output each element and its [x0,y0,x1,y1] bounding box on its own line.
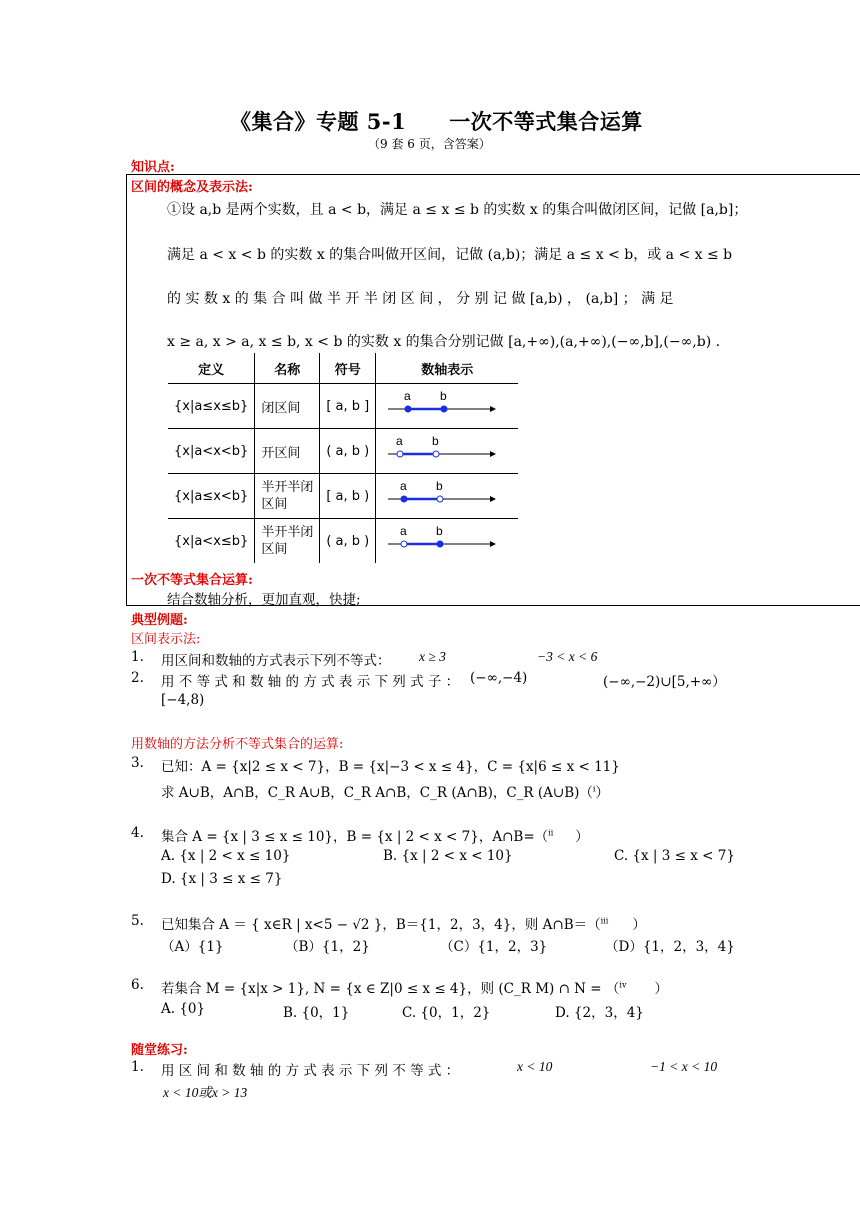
p1-text: 用 区 间 和 数 轴 的 方 式 表 示 下 列 不 等 式 ： [161,1063,460,1079]
q5-number: 5. [131,913,144,929]
ops-text: 结合数轴分析，更加直观，快捷; [167,592,361,608]
q4-text [161,825,589,845]
q1-text: 用区间和数轴的方式表示下列不等式： [161,653,391,669]
table-row [168,384,518,429]
q4-option-d: D. {x | 3 ≤ x ≤ 7} [161,871,283,887]
p1-inequality-c: x < 10或x > 13 [163,1085,248,1100]
axis-label-b: b [432,434,439,448]
q5-footnote-mark: iii [600,916,609,926]
row-definition: {x|a≤x<b} [168,474,255,519]
p1-number: 1. [131,1059,144,1075]
q6-option-a: A. {0} [161,1001,206,1017]
q3-close: ） [595,785,609,801]
axis-label-b: b [436,479,443,493]
q1-inequality-b: −3 < x < 6 [537,649,598,664]
q4-text-main: 集合 A = {x | 3 ≤ x ≤ 10}，B = {x | 2 < x < 7}，A∩B=（ [161,829,549,845]
q5-option-c: （C）{1，2，3} [440,939,548,955]
number-line-closed [382,384,502,424]
q1-inequality-a: x ≥ 3 [419,649,446,664]
q6-option-c: C. {0，1，2} [402,1005,491,1021]
q4-close: ） [575,829,589,845]
q2-interval-c: [−4,8) [161,692,205,708]
q4-footnote-mark: ii [548,828,554,838]
q6-text-main: 若集合 M = {x|x > 1}, N = {x ∈ Z|0 ≤ x ≤ 4}，则 (C_R M) ∩ N = （ [161,981,620,997]
p1-inequality-b: −1 < x < 10 [650,1059,718,1074]
q4-option-c: C. {x | 3 ≤ x < 7} [614,848,735,864]
q2-number: 2. [131,670,144,686]
q2-interval-b: (−∞,−2)∪[5,+∞） [603,674,726,690]
table-header-number-line: 数轴表示 [376,353,519,384]
q6-close: ） [654,981,668,997]
q6-footnote-mark: iv [619,980,627,990]
q1-number: 1. [131,649,144,665]
number-line-open [382,429,502,469]
interval-heading: 区间的概念及表示法: [131,180,253,195]
table-header-row [168,353,518,384]
table-row [168,519,518,564]
interval-table [168,353,518,563]
row-symbol: [ a, b ) [320,474,376,519]
axis-label-b: b [440,389,447,403]
q2-text: 用 不 等 式 和 数 轴 的 方 式 表 示 下 列 式 子 ： [161,674,460,690]
row-symbol: ( a, b ) [320,519,376,564]
row-number-line [376,474,519,519]
q5-option-a: （A）{1} [161,939,224,955]
table-row [168,429,518,474]
set-operations-heading: 用数轴的方法分析不等式集合的运算: [131,737,344,752]
interval-definition-1: ①设 a,b 是两个实数，且 a < b，满足 a ≤ x ≤ b 的实数 x 的集合叫做闭区间，记做 [a,b]； [167,202,748,218]
q3-footnote-mark: i [592,784,596,794]
q5-option-d: （D）{1，2，3，4} [605,939,735,955]
page-subtitle: （9 套 6 页，含答案） [368,137,491,151]
row-symbol: ( a, b ) [320,429,376,474]
row-definition: {x|a<x<b} [168,429,255,474]
table-header-symbol: 符号 [320,353,376,384]
q4-option-a: A. {x | 2 < x ≤ 10} [161,848,291,864]
ops-heading: 一次不等式集合运算: [131,573,253,588]
q6-text [161,977,668,997]
row-symbol: [ a, b ] [320,384,376,429]
row-name: 闭区间 [255,384,320,429]
row-number-line [376,429,519,474]
q5-text-main: 已知集合 A ＝ { x∈R | x<5 − √2 }，B＝{1，2，3，4}，则 A∩B＝（ [161,917,601,933]
q3-number: 3. [131,755,144,771]
examples-heading: 典型例题: [131,613,188,628]
interval-definition-3: 的 实 数 x 的 集 合 叫 做 半 开 半 闭 区 间 ， 分 别 记 做 [a,b) ， (a,b] ； 满 足 [167,291,674,307]
q6-option-d: D. {2，3，4} [555,1005,644,1021]
row-number-line [376,519,519,564]
q4-number: 4. [131,825,144,841]
table-header-name: 名称 [255,353,320,384]
row-definition: {x|a<x≤b} [168,519,255,564]
row-definition: {x|a≤x≤b} [168,384,255,429]
p1-inequality-a: x < 10 [517,1059,553,1074]
row-name: 半开半闭区间 [255,519,320,564]
number-line-half-open-left [382,519,502,559]
row-name: 开区间 [255,429,320,474]
table-header-definition: 定义 [168,353,255,384]
practice-heading: 随堂练习: [131,1043,188,1058]
axis-label-a: a [396,434,403,448]
q6-number: 6. [131,977,144,993]
interval-definition-4: x ≥ a, x > a, x ≤ b, x < b 的实数 x 的集合分别记做 [a,+∞),(a,+∞),(−∞,b],(−∞,b) . [167,334,721,350]
q3-ask-text: 求 A∪B，A∩B，C_R A∪B，C_R A∩B，C_R (A∩B)，C_R (A∪B)（ [161,785,593,801]
number-line-half-open-right [382,474,502,514]
q5-option-b: （B）{1，2} [285,939,370,955]
row-number-line [376,384,519,429]
q5-close: ） [632,917,646,933]
axis-label-a: a [400,479,407,493]
q6-option-b: B. {0，1} [283,1005,350,1021]
knowledge-heading: 知识点: [131,160,175,175]
interval-definition-2: 满足 a < x < b 的实数 x 的集合叫做开区间，记做 (a,b)；满足 a ≤ x < b，或 a < x ≤ b [167,247,733,263]
q4-option-b: B. {x | 2 < x < 10} [383,848,513,864]
interval-notation-heading: 区间表示法: [131,632,201,647]
q5-text [161,913,646,933]
table-row [168,474,518,519]
axis-label-a: a [404,389,411,403]
page-title: 《集合》专题 5-1 一次不等式集合运算 [230,109,643,134]
q2-interval-a: (−∞,−4) [470,670,528,686]
row-name: 半开半闭区间 [255,474,320,519]
q3-ask [161,781,609,801]
axis-label-a: a [400,524,407,538]
axis-label-b: b [436,524,443,538]
q3-text: 已知：A = {x|2 ≤ x < 7}，B = {x|−3 < x ≤ 4}，C = {x|6 ≤ x < 11} [161,759,620,775]
